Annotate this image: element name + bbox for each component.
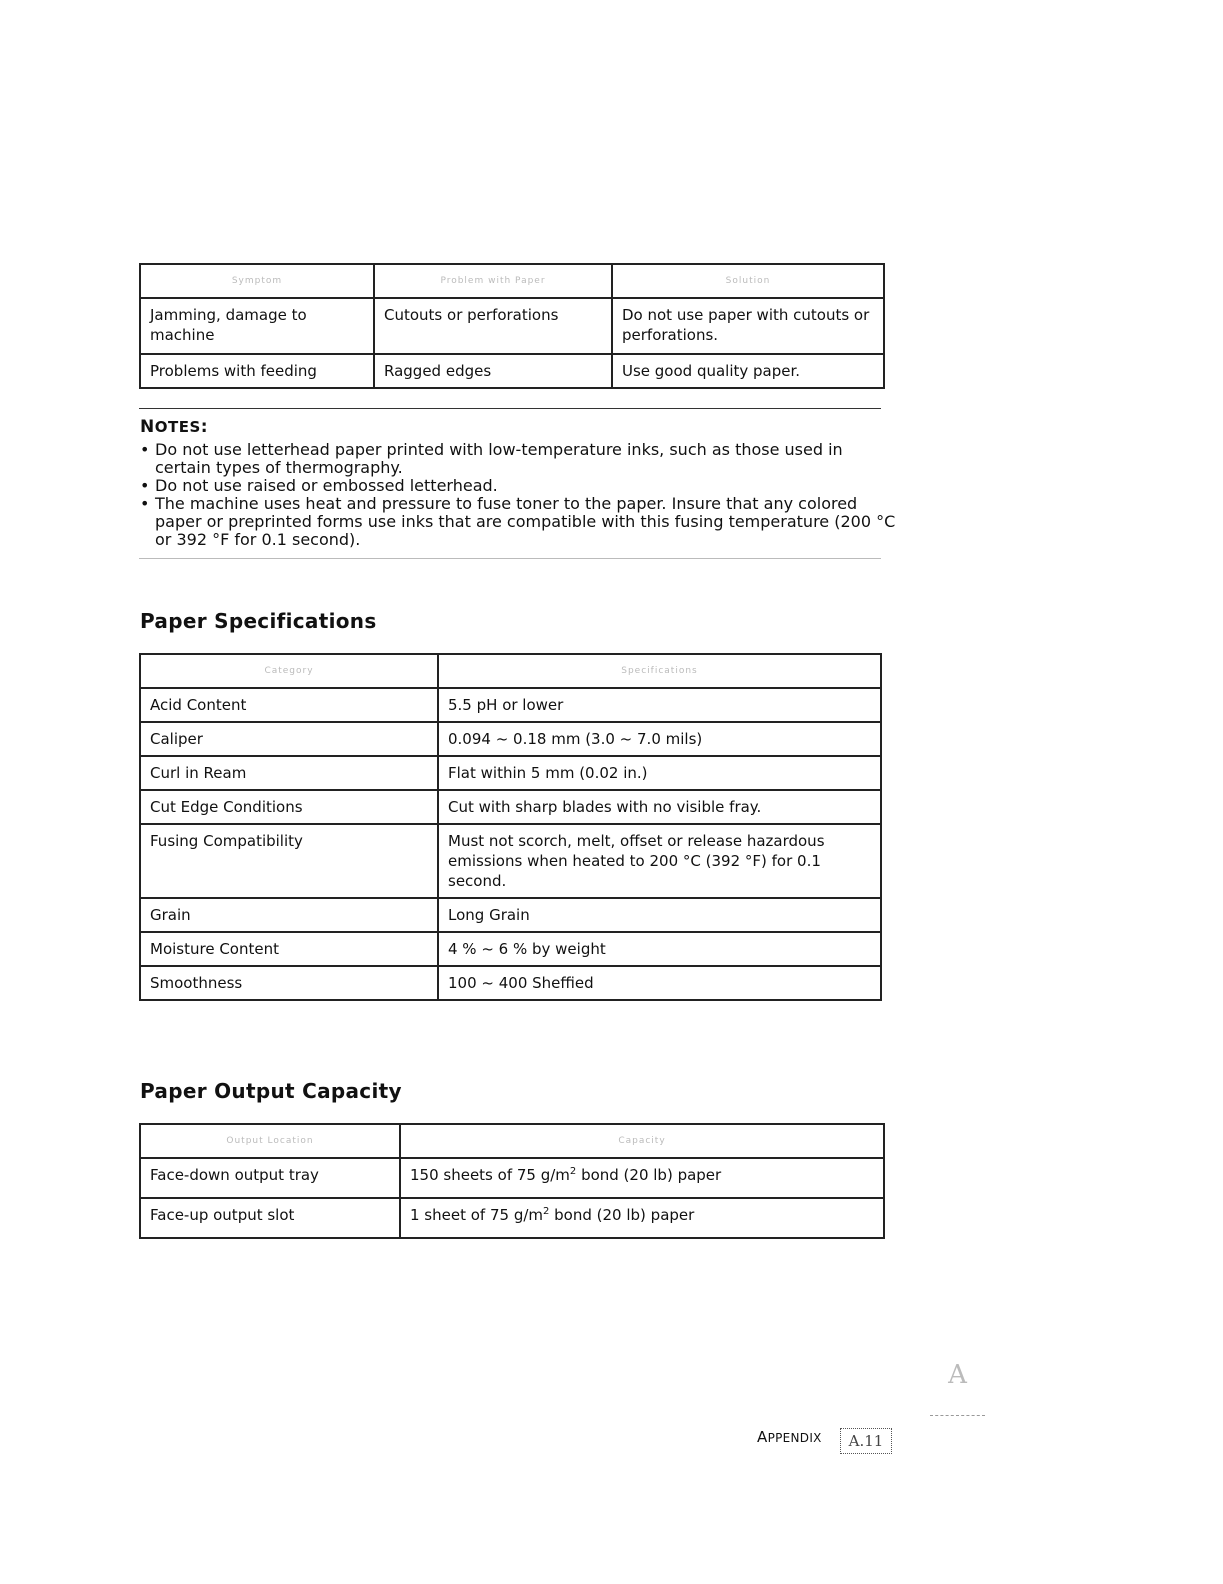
table-cell: Grain [140,898,438,932]
footer-rest: PPENDIX [767,1431,822,1445]
notes-top-rule [139,408,881,409]
table-row [140,354,884,388]
column-header: Specifications [438,654,881,688]
table-cell: Acid Content [140,688,438,722]
table-cell: Flat within 5 mm (0.02 in.) [438,756,881,790]
table-cell: Face-up output slot [140,1198,400,1238]
table-row [140,688,881,722]
page-number: A.11 [840,1428,892,1454]
table-cell: Caliper [140,722,438,756]
table-cell: Cutouts or perforations [374,298,612,354]
table-cell: Long Grain [438,898,881,932]
table-header-row [140,1124,884,1158]
table-cell: Must not scorch, melt, offset or release hazardous emissions when heated to 200 °C (392 °F) for 0.1 second. [438,824,881,898]
superscript: 2 [543,1206,550,1217]
superscript: 2 [569,1166,577,1177]
notes-list [140,441,900,549]
table-header-row [140,654,881,688]
table-row [140,966,881,1000]
table-row [140,756,881,790]
list-item [140,441,900,477]
table-cell: Jamming, damage to machine [140,298,374,354]
table-cell [400,1158,884,1198]
appendix-tab-marker: A [930,1335,985,1416]
capacity-text: bond (20 lb) paper [549,1206,695,1224]
capacity-text: 150 sheets of 75 g/m [410,1166,570,1184]
section-title-output-capacity: Paper Output Capacity [140,1079,402,1103]
table-cell: Ragged edges [374,354,612,388]
paper-specifications-table [139,653,882,1001]
table-cell: 4 % ~ 6 % by weight [438,932,881,966]
output-capacity-table [139,1123,885,1239]
table-cell: Problems with feeding [140,354,374,388]
footer-section-label [757,1428,822,1446]
note-text: Do not use raised or embossed letterhead. [155,476,498,495]
list-item [140,495,900,549]
table-cell: Fusing Compatibility [140,824,438,898]
table-row [140,1198,884,1238]
table-row [140,824,881,898]
list-item [140,477,900,495]
table-cell: Use good quality paper. [612,354,884,388]
section-title-specifications: Paper Specifications [140,609,377,633]
table-row [140,790,881,824]
table-row [140,1158,884,1198]
column-header: Solution [612,264,884,298]
table-cell: Curl in Ream [140,756,438,790]
capacity-text: 1 sheet of 75 g/m [410,1206,544,1224]
note-text: Do not use letterhead paper printed with low-temperature inks, such as those used in certain types of thermography. [155,440,843,477]
column-header: Problem with Paper [374,264,612,298]
table-row [140,722,881,756]
paper-problems-table [139,263,885,389]
footer-initial: A [757,1428,768,1446]
table-cell: 100 ~ 400 Sheffied [438,966,881,1000]
table-cell: Smoothness [140,966,438,1000]
column-header: Output Location [140,1124,400,1158]
bullet-icon: • [140,494,150,513]
table-cell [400,1198,884,1238]
table-cell: Face-down output tray [140,1158,400,1198]
bullet-icon: • [140,476,150,495]
table-row [140,298,884,354]
table-row [140,932,881,966]
table-cell: Cut with sharp blades with no visible fray. [438,790,881,824]
notes-block [140,417,900,549]
table-row [140,898,881,932]
capacity-text: bond (20 lb) paper [576,1166,722,1184]
table-header-row [140,264,884,298]
notes-heading [140,417,900,437]
notes-bottom-rule [139,558,881,559]
table-cell: Moisture Content [140,932,438,966]
table-cell: Do not use paper with cutouts or perforations. [612,298,884,354]
column-header: Symptom [140,264,374,298]
notes-heading-rest: OTES [154,418,201,436]
table-cell: 0.094 ~ 0.18 mm (3.0 ~ 7.0 mils) [438,722,881,756]
table-cell: Cut Edge Conditions [140,790,438,824]
column-header: Category [140,654,438,688]
column-header: Capacity [400,1124,884,1158]
notes-heading-initial: N [140,417,155,437]
bullet-icon: • [140,440,150,459]
notes-heading-colon: : [200,417,209,437]
table-cell: 5.5 pH or lower [438,688,881,722]
note-text: The machine uses heat and pressure to fuse toner to the paper. Insure that any colored paper or preprinted forms use inks that are compatible with this fusing temperature (200 °C or 392 °F for 0.1 second). [155,494,896,549]
